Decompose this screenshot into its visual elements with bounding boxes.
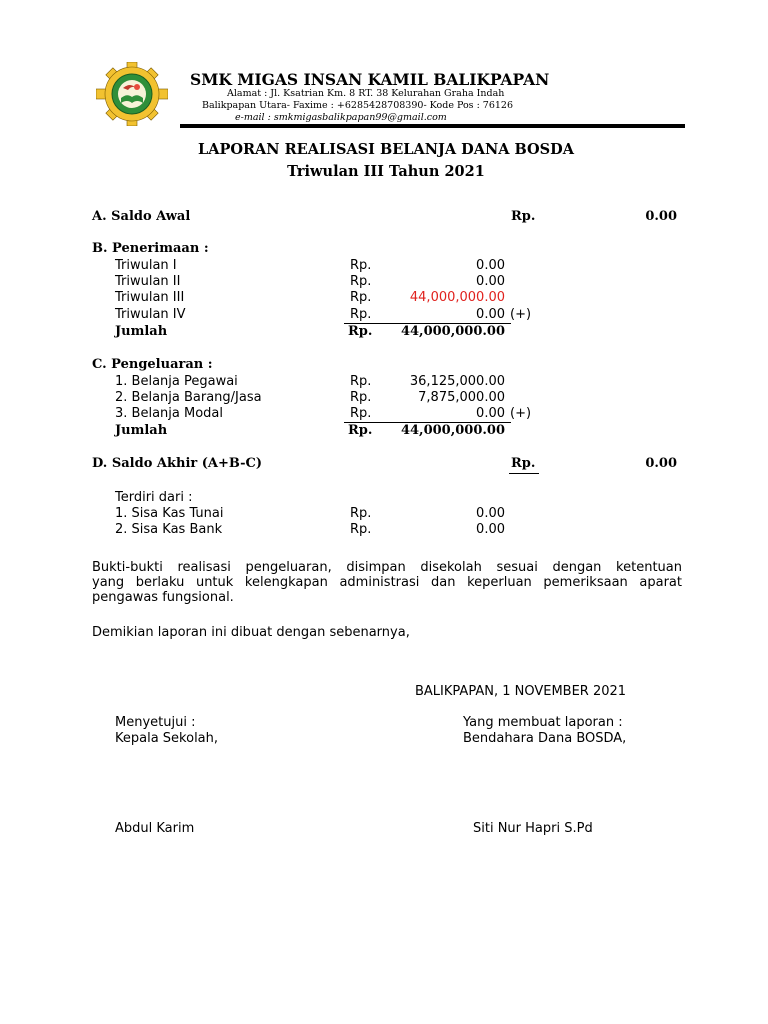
paragraph-line: pengawas fungsional.: [92, 590, 234, 605]
approver-role: Kepala Sekolah,: [115, 731, 219, 746]
receipt-row-value-highlight: 44,000,000.00: [409, 290, 505, 305]
cash-row-currency: Rp.: [350, 506, 372, 521]
receipt-row-currency: Rp.: [350, 258, 372, 273]
receipt-row-label: Triwulan II: [115, 274, 181, 289]
expense-row-label: 1. Belanja Pegawai: [115, 374, 238, 389]
school-email: e-mail : smkmigasbalikpapan99@gmail.com: [235, 112, 447, 123]
cash-row-value: 0.00: [476, 506, 505, 521]
section-a-value: 0.00: [645, 209, 677, 224]
closing-statement: Demikian laporan ini dibuat dengan sebenarnya,: [92, 625, 410, 640]
receipt-row-value: 0.00: [476, 307, 505, 322]
paragraph-line: Bukti-bukti realisasi pengeluaran, disimpan disekolah sesuai dengan ketentuan: [92, 560, 682, 575]
gear-book-emblem-icon: [96, 62, 168, 126]
sum-marker: (+): [510, 307, 532, 322]
cash-row-currency: Rp.: [350, 522, 372, 537]
section-d-label: D. Saldo Akhir (A+B-C): [92, 456, 263, 471]
receipt-row-label: Triwulan IV: [115, 307, 186, 322]
cash-row-label: 2. Sisa Kas Bank: [115, 522, 223, 537]
cash-row-label: 1. Sisa Kas Tunai: [115, 506, 224, 521]
section-c-label: C. Pengeluaran :: [92, 357, 213, 372]
report-title: LAPORAN REALISASI BELANJA DANA BOSDA: [198, 141, 574, 158]
expense-row-currency: Rp.: [350, 406, 372, 421]
receipt-total-currency: Rp.: [348, 324, 373, 339]
approver-heading: Menyetujui :: [115, 715, 196, 730]
receipt-row-value: 0.00: [476, 258, 505, 273]
expense-row-label: 3. Belanja Modal: [115, 406, 223, 421]
expense-row-currency: Rp.: [350, 390, 372, 405]
receipt-total-label: Jumlah: [115, 324, 168, 339]
section-d-currency: Rp.: [511, 456, 536, 471]
receipt-row-currency: Rp.: [350, 274, 372, 289]
report-period: Triwulan III Tahun 2021: [287, 163, 485, 180]
header-divider: [180, 124, 685, 128]
receipt-row-currency: Rp.: [350, 307, 372, 322]
receipt-row-label: Triwulan I: [115, 258, 177, 273]
receipt-row-label: Triwulan III: [115, 290, 185, 305]
school-contact: Balikpapan Utara- Faxime : +6285428708390- Kode Pos : 76126: [202, 100, 514, 111]
school-logo: [96, 62, 168, 126]
receipt-row-currency: Rp.: [350, 290, 372, 305]
cash-row-value: 0.00: [476, 522, 505, 537]
preparer-heading: Yang membuat laporan :: [463, 715, 623, 730]
preparer-role: Bendahara Dana BOSDA,: [463, 731, 627, 746]
preparer-name: Siti Nur Hapri S.Pd: [473, 821, 593, 836]
paragraph-line: yang berlaku untuk kelengkapan administrasi dan keperluan pemeriksaan aparat: [92, 575, 682, 590]
section-a-currency: Rp.: [511, 209, 536, 224]
sum-marker: (+): [510, 406, 532, 421]
receipt-total-value: 44,000,000.00: [400, 324, 505, 339]
expense-row-label: 2. Belanja Barang/Jasa: [115, 390, 262, 405]
section-d-value: 0.00: [645, 456, 677, 471]
receipt-row-value: 0.00: [476, 274, 505, 289]
school-name: SMK MIGAS INSAN KAMIL BALIKPAPAN: [190, 70, 550, 89]
expense-row-currency: Rp.: [350, 374, 372, 389]
section-b-label: B. Penerimaan :: [92, 241, 209, 256]
place-date: BALIKPAPAN, 1 NOVEMBER 2021: [415, 684, 627, 699]
expense-total-currency: Rp.: [348, 423, 373, 438]
section-a-label: A. Saldo Awal: [92, 209, 191, 224]
expense-total-value: 44,000,000.00: [400, 423, 505, 438]
school-address: Alamat : Jl. Ksatrian Km. 8 RT. 38 Kelurahan Graha Indah: [227, 88, 505, 99]
expense-total-label: Jumlah: [115, 423, 168, 438]
approver-name: Abdul Karim: [115, 821, 195, 836]
expense-row-value: 36,125,000.00: [409, 374, 505, 389]
section-d-currency-underline: [509, 473, 539, 474]
composition-label: Terdiri dari :: [115, 490, 193, 505]
expense-row-value: 7,875,000.00: [418, 390, 505, 405]
expense-row-value: 0.00: [476, 406, 505, 421]
